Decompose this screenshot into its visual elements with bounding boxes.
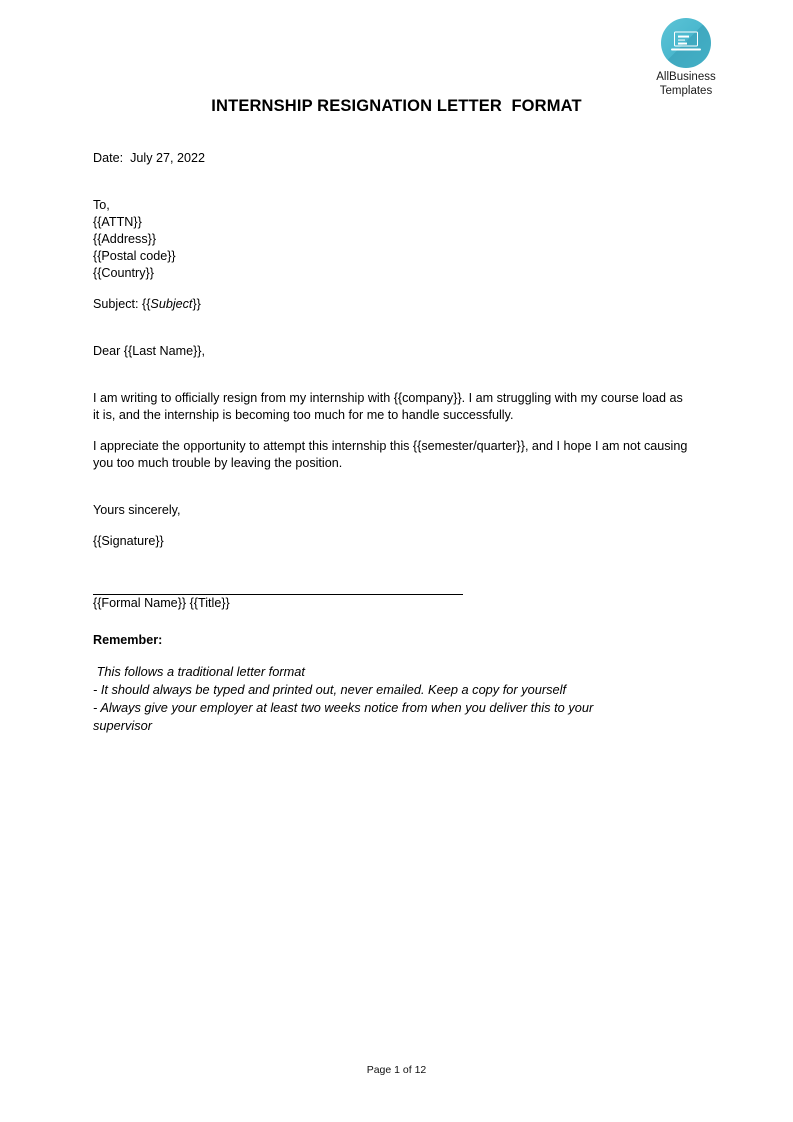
page-footer: Page 1 of 12 xyxy=(366,1064,427,1076)
subject-suffix: }} xyxy=(192,297,201,311)
allbusiness-templates-logo xyxy=(625,18,747,98)
remember-note-3: - Always give your employer at least two weeks notice from when you deliver this to your supervisor xyxy=(93,700,597,733)
remember-note-1: This follows a traditional letter format xyxy=(93,664,305,679)
letter-body xyxy=(93,150,701,735)
logo-text-line2: Templates xyxy=(659,84,713,97)
closing: Yours sincerely, xyxy=(93,503,181,517)
recipient-postal-code: {{Postal code}} xyxy=(93,249,176,263)
signature-placeholder: {{Signature}} xyxy=(93,534,164,548)
paragraph-2: I appreciate the opportunity to attempt this internship this {{semester/quarter}}, and I hope I am not causing you too much trouble by leaving the position. xyxy=(93,439,688,470)
date-line: Date: July 27, 2022 xyxy=(93,151,206,165)
logo-text xyxy=(625,71,747,98)
laptop-icon xyxy=(661,18,711,68)
remember-note-2: - It should always be typed and printed out, never emailed. Keep a copy for yourself xyxy=(93,682,567,697)
remember-heading: Remember: xyxy=(93,633,163,647)
recipient-to: To, xyxy=(93,198,110,212)
subject-variable: Subject xyxy=(150,297,193,311)
salutation: Dear {{Last Name}}, xyxy=(93,344,206,358)
subject-line xyxy=(93,296,701,313)
logo-text-line1: AllBusiness xyxy=(656,71,716,83)
recipient-country: {{Country}} xyxy=(93,266,154,280)
signature-name-title: {{Formal Name}} {{Title}} xyxy=(93,596,230,610)
recipient-address: {{Address}} xyxy=(93,232,157,246)
subject-prefix: Subject: {{ xyxy=(93,297,151,311)
recipient-attn: {{ATTN}} xyxy=(93,215,142,229)
page-title: INTERNSHIP RESIGNATION LETTER FORMAT xyxy=(211,97,582,115)
paragraph-1: I am writing to officially resign from my internship with {{company}}. I am struggling with my course load as it is, and the internship is becoming too much for me to handle successfully. xyxy=(93,391,683,422)
